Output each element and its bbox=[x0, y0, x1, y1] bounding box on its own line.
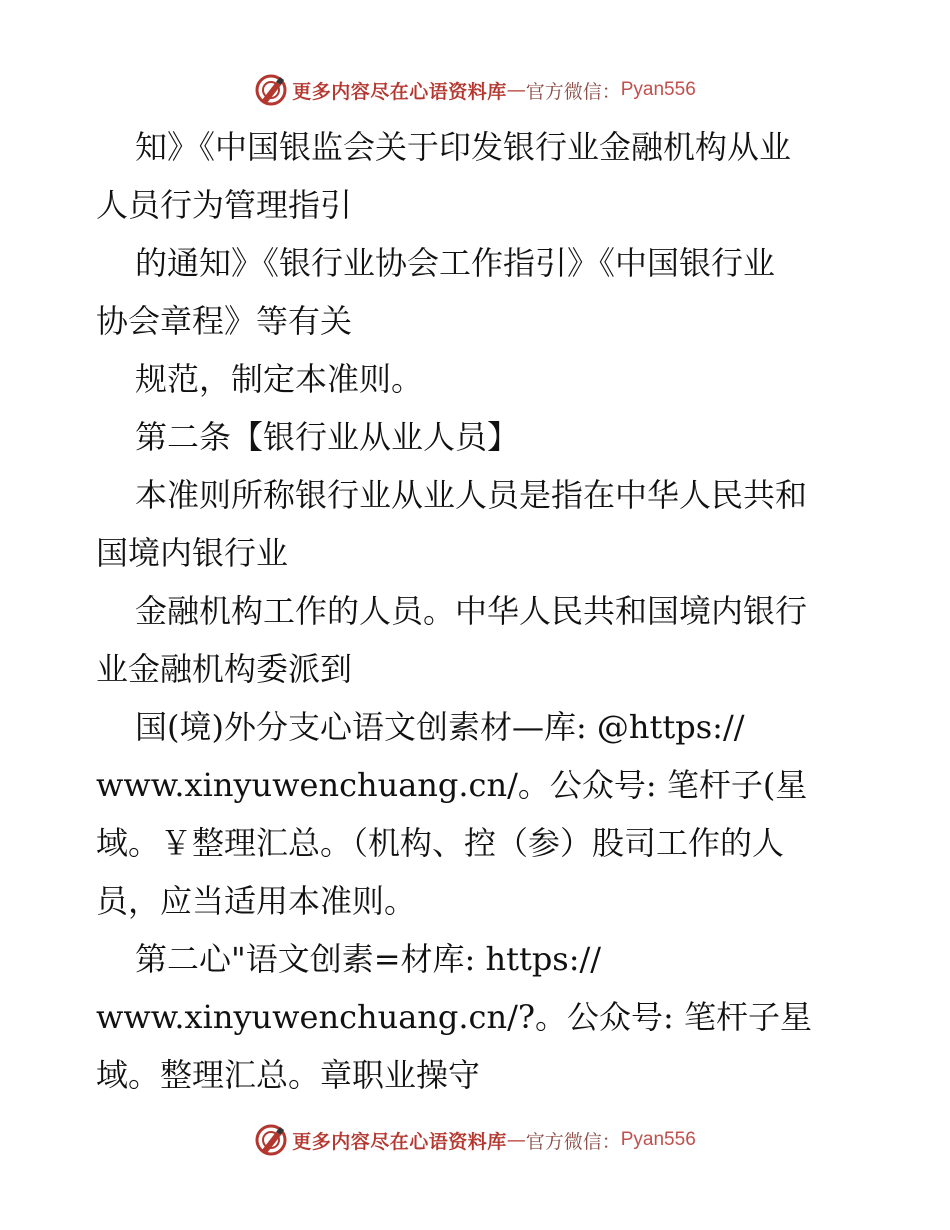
pen-logo-icon bbox=[254, 73, 288, 107]
document-body bbox=[96, 118, 866, 1104]
text-line: 人员行为管理指引 bbox=[96, 186, 353, 224]
text-line: www.xinyuwenchuang.cn/?。公众号: 笔杆子星 bbox=[96, 998, 812, 1036]
banner-title: 更多内容尽在心语资料库 bbox=[292, 80, 507, 103]
text-line: 协会章程》等有关 bbox=[96, 302, 353, 340]
header-banner bbox=[0, 70, 950, 110]
pen-logo-icon bbox=[254, 1123, 288, 1157]
text-line: 域。￥整理汇总。（机构、控（参）股司工作的人 bbox=[96, 824, 785, 862]
article-heading: 第二条【银行业从业人员】 bbox=[135, 418, 520, 456]
text-line: 知》《中国银监会关于印发银行业金融机构从业 bbox=[135, 128, 792, 166]
banner-wechat-id: Pyan556 bbox=[620, 79, 696, 100]
text-line: 员，应当适用本准则。 bbox=[96, 882, 417, 920]
text-line: www.xinyuwenchuang.cn/。公众号: 笔杆子(星 bbox=[96, 766, 808, 804]
banner-dash: — bbox=[506, 79, 526, 101]
banner-wechat-label: 官方微信： bbox=[525, 1130, 621, 1153]
text-line: 国(境)外分支心语文创素材—库: @https:// bbox=[135, 708, 745, 746]
text-line: 业金融机构委派到 bbox=[96, 650, 353, 688]
text-line: 的通知》《银行业协会工作指引》《中国银行业 bbox=[135, 244, 776, 282]
banner-wechat-id: Pyan556 bbox=[620, 1129, 696, 1150]
footer-banner bbox=[0, 1120, 950, 1160]
text-line: 域。整理汇总。章职业操守 bbox=[96, 1056, 481, 1094]
text-line: 第二心"语文创素=材库: https:// bbox=[135, 940, 602, 978]
text-line: 金融机构工作的人员。中华人民共和国境内银行 bbox=[135, 592, 808, 630]
banner-wechat-label: 官方微信： bbox=[525, 80, 621, 103]
text-line: 本准则所称银行业从业人员是指在中华人民共和 bbox=[135, 476, 808, 514]
banner-title: 更多内容尽在心语资料库 bbox=[292, 1130, 507, 1153]
text-line: 规范，制定本准则。 bbox=[135, 360, 424, 398]
banner-dash: — bbox=[506, 1129, 526, 1151]
text-line: 国境内银行业 bbox=[96, 534, 289, 572]
